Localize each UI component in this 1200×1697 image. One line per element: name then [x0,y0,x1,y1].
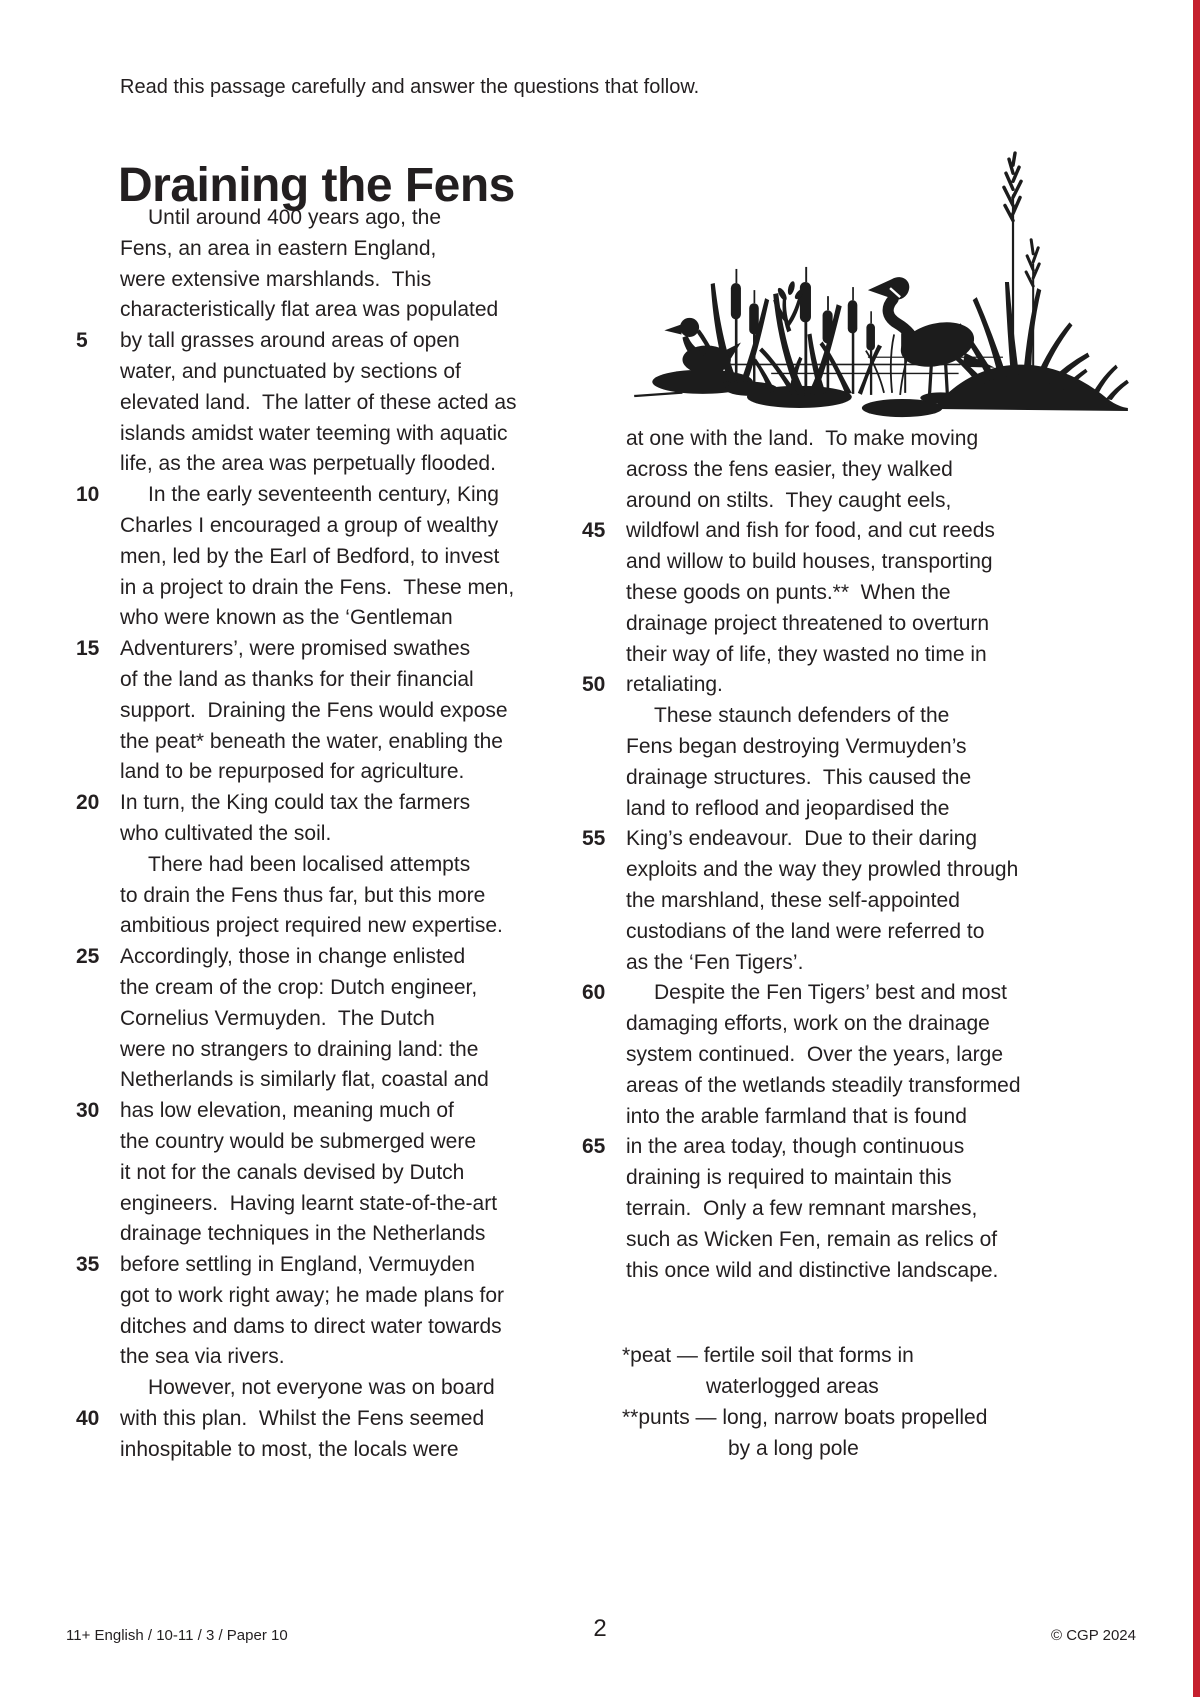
line-number [582,609,618,640]
line-text: the marshland, these self-appointed [626,888,960,912]
line-number [582,948,618,979]
line-number [582,547,618,578]
line-number: 20 [76,791,100,815]
passage-line [582,670,1154,701]
line-number [76,449,112,480]
line-text: custodians of the land were referred to [626,919,985,943]
line-number [582,640,618,671]
passage-line [76,1312,584,1343]
passage-line [76,542,584,573]
passage-line [582,824,1154,855]
passage-line [582,609,1154,640]
line-number [76,203,112,234]
passage-line [76,1404,584,1435]
line-number [76,1373,112,1404]
line-text: in the area today, though continuous [626,1135,965,1159]
line-text: were no strangers to draining land: the [120,1037,479,1061]
line-text: damaging efforts, work on the drainage [626,1012,990,1036]
line-text: got to work right away; he made plans for [120,1283,505,1307]
passage-line [582,886,1154,917]
passage-line [76,326,584,357]
line-text: water, and punctuated by sections of [120,359,461,383]
line-text: engineers. Having learnt state-of-the-art [120,1191,498,1215]
line-number [76,511,112,542]
passage-instruction: Read this passage carefully and answer the questions that follow. [120,76,700,98]
line-number [582,1009,618,1040]
line-text: who cultivated the soil. [120,821,332,845]
marsh-illustration [618,132,1142,420]
line-number [76,388,112,419]
line-number: 60 [582,981,606,1005]
line-number [76,1004,112,1035]
line-number [76,757,112,788]
footer-page-number: 2 [593,1615,607,1642]
line-number [582,455,618,486]
line-text: ditches and dams to direct water towards [120,1314,502,1338]
footnote-line: *peat — fertile soil that forms in [622,1344,914,1367]
line-number [76,1189,112,1220]
line-text: drainage project threatened to overturn [626,611,990,635]
line-text: There had been localised attempts [148,852,471,876]
line-number: 50 [582,673,606,697]
passage-line [582,1009,1154,1040]
line-number: 30 [76,1099,100,1123]
passage-line [76,727,584,758]
line-number [76,234,112,265]
passage-line [582,486,1154,517]
line-number [76,819,112,850]
passage-line [582,1163,1154,1194]
passage-line [76,1281,584,1312]
passage-line [582,1256,1154,1287]
footnote-line: waterlogged areas [706,1375,879,1398]
line-text: who were known as the ‘Gentleman [120,606,453,630]
line-number [76,1281,112,1312]
passage-line [76,449,584,480]
line-text: drainage structures. This caused the [626,765,972,789]
line-text: Cornelius Vermuyden. The Dutch [120,1006,435,1030]
line-number [76,603,112,634]
passage-line [76,1004,584,1035]
line-text: the peat* beneath the water, enabling the [120,729,503,753]
passage-line [582,455,1154,486]
line-number [582,1163,618,1194]
line-text: the sea via rivers. [120,1345,285,1369]
passage-line [76,1158,584,1189]
line-number [76,1342,112,1373]
passage-line [76,757,584,788]
line-text: ambitious project required new expertise. [120,914,503,938]
line-number [582,1256,618,1287]
footer-copyright: © CGP 2024 [1051,1627,1136,1644]
line-text: draining is required to maintain this [626,1166,952,1190]
line-number [582,794,618,825]
line-number: 40 [76,1407,100,1431]
line-text: system continued. Over the years, large [626,1042,1004,1066]
line-number [76,911,112,942]
passage-line [582,794,1154,825]
line-text: at one with the land. To make moving [626,427,979,450]
line-number [582,917,618,948]
passage-line [76,234,584,265]
line-number: 35 [76,1253,100,1277]
line-text: Until around 400 years ago, the [148,206,442,229]
line-number [76,542,112,573]
passage-line [76,819,584,850]
passage-line [76,850,584,881]
line-text: of the land as thanks for their financial [120,667,474,691]
line-text: Charles I encouraged a group of wealthy [120,513,499,537]
passage-line [76,1219,584,1250]
line-number [76,1065,112,1096]
line-text: the cream of the crop: Dutch engineer, [120,975,478,999]
passage-line [582,1225,1154,1256]
passage-column-right [582,424,1154,1286]
line-text: islands amidst water teeming with aquatic [120,421,508,445]
line-number [582,486,618,517]
passage-line [582,578,1154,609]
footnote-line: by a long pole [728,1437,859,1460]
line-number [582,701,618,732]
passage-line [76,788,584,819]
passage-line [582,424,1154,455]
line-text: were extensive marshlands. This [120,267,432,291]
line-number [76,573,112,604]
passage-title: Draining the Fens [118,159,515,213]
passage-line [76,634,584,665]
footnotes [622,1340,987,1464]
line-number: 55 [582,827,606,851]
line-number [582,855,618,886]
line-text: characteristically flat area was populated [120,298,499,322]
line-number [76,419,112,450]
passage-line [582,1102,1154,1133]
passage-line [582,701,1154,732]
passage-line [76,265,584,296]
passage-line [76,1189,584,1220]
line-number [76,850,112,881]
page-edge-strip [1193,0,1200,1697]
line-number [582,886,618,917]
line-number [76,1035,112,1066]
line-text: areas of the wetlands steadily transformed [626,1073,1021,1097]
passage-line [582,978,1154,1009]
line-number [582,732,618,763]
line-text: by tall grasses around areas of open [120,329,460,353]
line-text: it not for the canals devised by Dutch [120,1160,465,1184]
line-text: Fens began destroying Vermuyden’s [626,734,967,758]
line-text: across the fens easier, they walked [626,457,953,481]
line-text: Netherlands is similarly flat, coastal and [120,1068,489,1092]
line-text: to drain the Fens thus far, but this more [120,883,486,907]
cattails-middle [759,267,842,396]
line-text: life, as the area was perpetually flooded. [120,452,496,476]
passage-line [76,480,584,511]
line-text: land to reflood and jeopardised the [626,796,950,820]
passage-line [76,973,584,1004]
passage-line [76,1127,584,1158]
line-text: These staunch defenders of the [654,704,950,728]
line-number [76,727,112,758]
passage-line [76,419,584,450]
passage-line [76,942,584,973]
line-text: around on stilts. They caught eels, [626,488,952,512]
line-number [76,1127,112,1158]
line-text: such as Wicken Fen, remain as relics of [626,1227,998,1251]
passage-line [582,516,1154,547]
passage-line [76,295,584,326]
passage-line [76,1373,584,1404]
line-number: 5 [76,329,88,353]
passage-line [76,696,584,727]
line-number [76,973,112,1004]
line-number [76,665,112,696]
passage-line [76,1035,584,1066]
passage-line [582,1040,1154,1071]
line-text: before settling in England, Vermuyden [120,1253,475,1277]
footer-paper-reference: 11+ English / 10-11 / 3 / Paper 10 [66,1627,288,1644]
passage-line [76,1065,584,1096]
line-text: wildfowl and fish for food, and cut reeds [626,519,995,543]
passage-line [76,1250,584,1281]
line-number [582,763,618,794]
line-text: and willow to build houses, transporting [626,550,993,574]
passage-line [76,911,584,942]
line-number: 45 [582,519,606,543]
passage-line [76,388,584,419]
line-number: 15 [76,637,100,661]
line-number: 65 [582,1135,606,1159]
line-number [582,1225,618,1256]
passage-line [76,357,584,388]
passage-line [76,603,584,634]
passage-line [76,1096,584,1127]
passage-line [76,511,584,542]
line-number [76,1312,112,1343]
line-text: this once wild and distinctive landscape. [626,1258,999,1282]
line-text: these goods on punts.** When the [626,580,951,604]
line-text: However, not everyone was on board [148,1376,495,1400]
line-text: exploits and the way they prowled through [626,858,1019,882]
line-text: elevated land. The latter of these acted as [120,390,517,414]
line-text: land to be repurposed for agriculture. [120,760,465,784]
line-number [76,265,112,296]
passage-line [582,547,1154,578]
line-text: Adventurers’, were promised swathes [120,637,471,661]
passage-line [582,1194,1154,1225]
line-text: into the arable farmland that is found [626,1104,967,1128]
passage-line [582,855,1154,886]
line-number [76,295,112,326]
line-text: drainage techniques in the Netherlands [120,1222,486,1246]
passage-line [76,1342,584,1373]
passage-line [76,881,584,912]
line-number [582,424,618,455]
passage-line [582,1132,1154,1163]
line-text: has low elevation, meaning much of [120,1099,454,1123]
line-text: in a project to drain the Fens. These men, [120,575,515,599]
passage-line [582,1071,1154,1102]
passage-line [76,573,584,604]
line-text: with this plan. Whilst the Fens seemed [120,1407,485,1431]
line-number [76,696,112,727]
line-text: their way of life, they wasted no time in [626,642,987,666]
line-number [582,1071,618,1102]
passage-line [582,640,1154,671]
line-text: King’s endeavour. Due to their daring [626,827,978,851]
passage-line [582,763,1154,794]
passage-column-left [76,203,584,1466]
passage-line [76,1435,584,1466]
line-text: terrain. Only a few remnant marshes, [626,1196,978,1220]
passage-line [582,917,1154,948]
line-number [582,1040,618,1071]
passage-line [76,665,584,696]
line-number [76,1435,112,1466]
line-text: inhospitable to most, the locals were [120,1437,459,1461]
line-number [76,881,112,912]
passage-line [76,203,584,234]
line-number [582,1102,618,1133]
line-text: Accordingly, those in change enlisted [120,945,466,969]
passage-line [582,948,1154,979]
line-text: Despite the Fen Tigers’ best and most [654,981,1007,1005]
line-number: 10 [76,483,100,507]
line-text: the country would be submerged were [120,1129,477,1153]
line-text: retaliating. [626,673,723,697]
line-text: In the early seventeenth century, King [148,483,499,507]
line-text: as the ‘Fen Tigers’. [626,950,804,974]
line-number [582,1194,618,1225]
line-number [76,357,112,388]
line-number: 25 [76,945,100,969]
line-text: men, led by the Earl of Bedford, to invest [120,544,500,568]
line-text: support. Draining the Fens would expose [120,698,508,722]
passage-line [582,732,1154,763]
line-text: Fens, an area in eastern England, [120,236,437,260]
line-number [76,1158,112,1189]
footnote-line: **punts — long, narrow boats propelled [622,1406,988,1429]
line-text: In turn, the King could tax the farmers [120,791,471,815]
line-number [76,1219,112,1250]
line-number [582,578,618,609]
